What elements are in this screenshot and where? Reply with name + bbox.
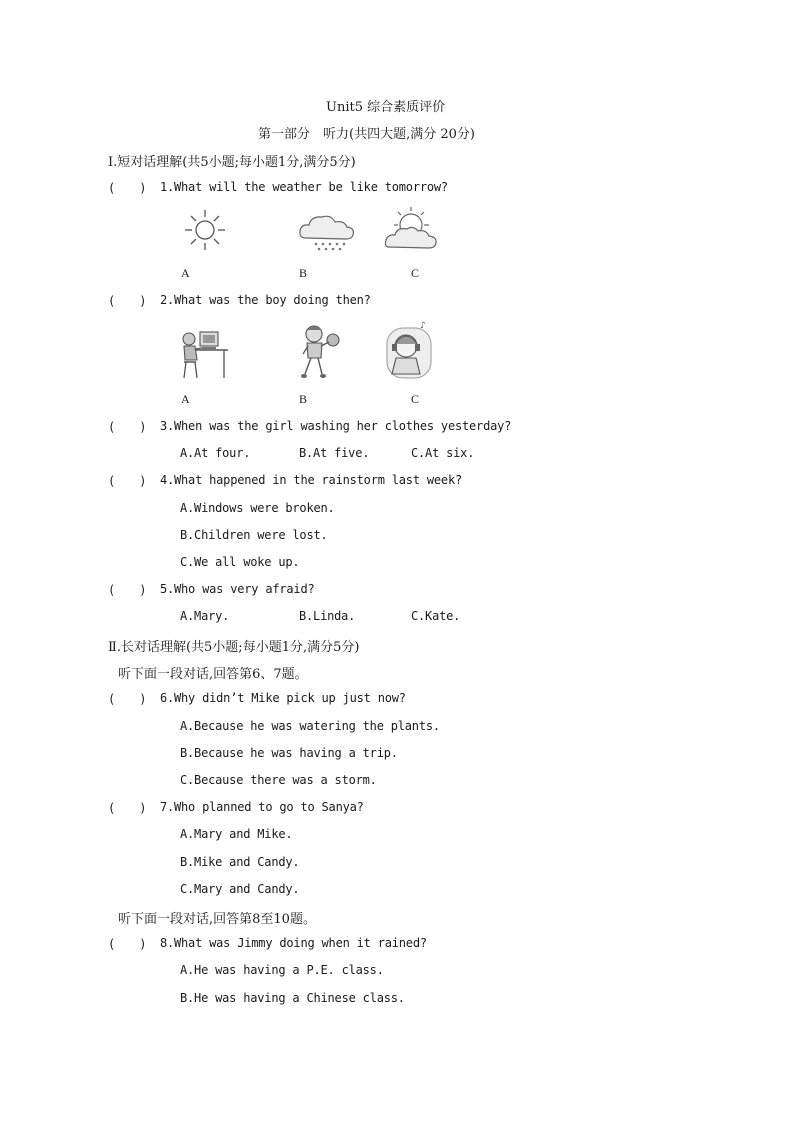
q4-option-c[interactable]: C.We all woke up. [180, 555, 300, 569]
question-2-number: 2. [160, 293, 175, 307]
rain-cloud-icon [298, 212, 356, 254]
section-1-heading: Ⅰ.短对话理解(共5小题;每小题1分,满分5分) [108, 155, 356, 170]
question-5-number: 5. [160, 582, 175, 596]
q2-option-b-label: B [299, 392, 308, 406]
answer-blank-1[interactable]: ( ) [108, 181, 147, 195]
question-8-number: 8. [160, 936, 175, 950]
question-1-number: 1. [160, 180, 175, 194]
girl-listening-music-icon [384, 318, 434, 380]
q8-option-b[interactable]: B.He was having a Chinese class. [180, 991, 405, 1005]
section-2-heading: Ⅱ.长对话理解(共5小题;每小题1分,满分5分) [108, 640, 360, 655]
q1-option-a-label: A [181, 266, 190, 280]
q4-option-b[interactable]: B.Children were lost. [180, 528, 328, 542]
answer-blank-5[interactable]: ( ) [108, 583, 147, 597]
question-6-text: Why didn’t Mike pick up just now? [174, 691, 406, 705]
q3-option-a[interactable]: A.At four. [180, 446, 251, 460]
q6-option-b[interactable]: B.Because he was having a trip. [180, 746, 398, 760]
boy-with-basketball-icon [298, 322, 344, 380]
question-1-text: What will the weather be like tomorrow? [174, 180, 448, 194]
q7-option-c[interactable]: C.Mary and Candy. [180, 882, 300, 896]
answer-blank-4[interactable]: ( ) [108, 474, 147, 488]
question-3-number: 3. [160, 419, 175, 433]
boy-at-computer-icon [180, 326, 230, 380]
question-4-text: What happened in the rainstorm last week? [174, 473, 463, 487]
question-6-number: 6. [160, 691, 175, 705]
q1-option-c-label: C [411, 266, 420, 280]
q5-option-c[interactable]: C.Kate. [411, 609, 461, 623]
question-8-text: What was Jimmy doing when it rained? [174, 936, 427, 950]
q5-option-b[interactable]: B.Linda. [299, 609, 356, 623]
answer-blank-8[interactable]: ( ) [108, 937, 147, 951]
q1-option-b-label: B [299, 266, 308, 280]
section-2-instruction-a: 听下面一段对话,回答第6、7题。 [118, 667, 308, 682]
question-4-number: 4. [160, 473, 175, 487]
question-3-text: When was the girl washing her clothes yesterday? [174, 419, 512, 433]
q5-option-a[interactable]: A.Mary. [180, 609, 230, 623]
exam-title: Unit5 综合素质评价 [326, 100, 446, 115]
question-7-text: Who planned to go to Sanya? [174, 800, 364, 814]
q2-option-c-label: C [411, 392, 420, 406]
q8-option-a[interactable]: A.He was having a P.E. class. [180, 963, 384, 977]
sun-icon [183, 208, 227, 252]
answer-blank-3[interactable]: ( ) [108, 420, 147, 434]
q3-option-c[interactable]: C.At six. [411, 446, 475, 460]
q7-option-a[interactable]: A.Mary and Mike. [180, 827, 293, 841]
q3-option-b[interactable]: B.At five. [299, 446, 370, 460]
answer-blank-6[interactable]: ( ) [108, 692, 147, 706]
question-7-number: 7. [160, 800, 175, 814]
part-one-heading: 第一部分 听力(共四大题,满分 20分) [258, 127, 475, 142]
answer-blank-7[interactable]: ( ) [108, 801, 147, 815]
section-2-instruction-b: 听下面一段对话,回答第8至10题。 [118, 912, 316, 927]
q7-option-b[interactable]: B.Mike and Candy. [180, 855, 300, 869]
q6-option-c[interactable]: C.Because there was a storm. [180, 773, 377, 787]
question-2-text: What was the boy doing then? [174, 293, 371, 307]
question-5-text: Who was very afraid? [174, 582, 315, 596]
q6-option-a[interactable]: A.Because he was watering the plants. [180, 719, 440, 733]
answer-blank-2[interactable]: ( ) [108, 294, 147, 308]
q4-option-a[interactable]: A.Windows were broken. [180, 501, 335, 515]
q2-option-a-label: A [181, 392, 190, 406]
svg-text:♪: ♪ [420, 321, 426, 331]
sun-behind-cloud-icon [385, 205, 439, 255]
